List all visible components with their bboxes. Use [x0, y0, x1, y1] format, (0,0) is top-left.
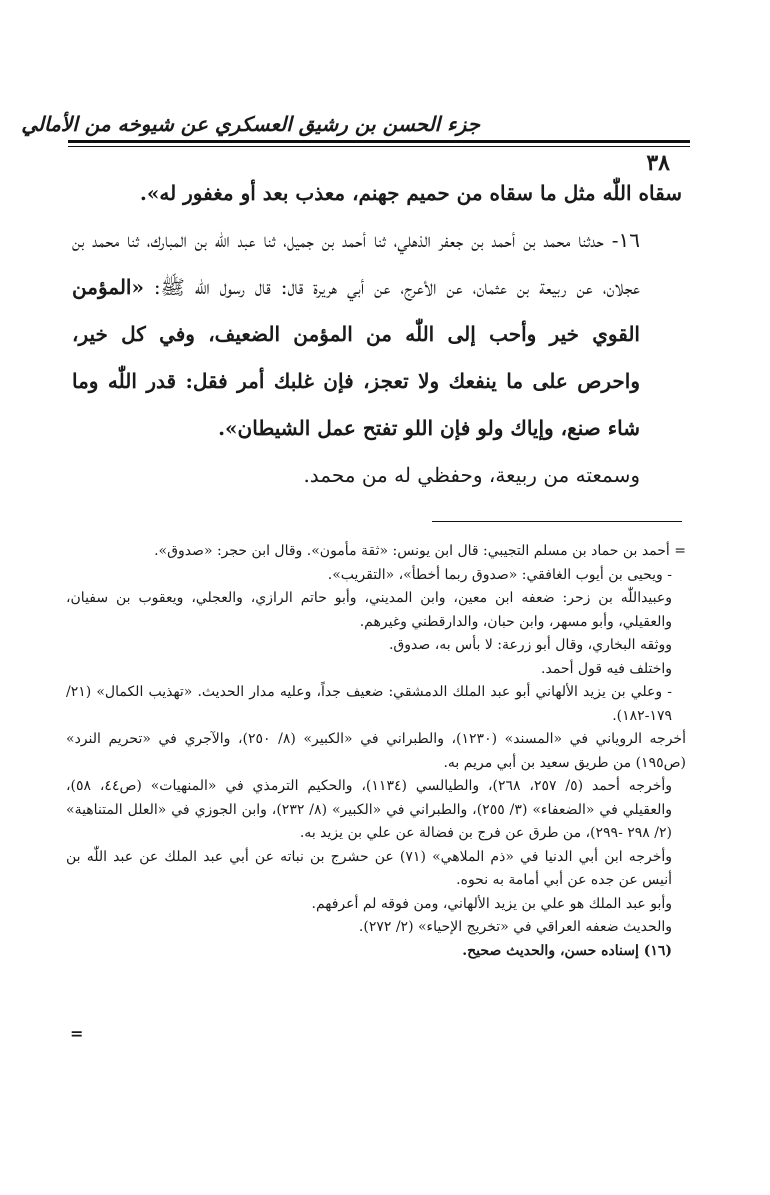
page-number: ٣٨: [646, 150, 670, 176]
footnote-line: - وعلي بن يزيد الألهاني أبو عبد الملك الدمشقي: ضعيف جداً، وعليه مدار الحديث. «تهذيب الكمال» (٢١/ ١٧٩-١٨٢).: [66, 684, 672, 724]
footnote-line: = أحمد بن حماد بن مسلم التجيبي: قال ابن يونس: «ثقة مأمون». وقال ابن حجر: «صدوق».: [154, 543, 686, 559]
footnote-line: واختلف فيه قول أحمد.: [541, 660, 672, 677]
footnote-line: وأبو عبد الملك هو علي بن يزيد الألهاني، ومن فوقه لم أعرفهم.: [311, 895, 672, 912]
footnote-line: وأخرجه ابن أبي الدنيا في «ذم الملاهي» (٧١) عن حشرج بن نباته عن أبي عبد الملك عن عبد اللّٰه بن أنيس عن جده عن أبي أمامة به نحوه.: [66, 848, 672, 888]
closing-line: وسمعته من ربيعة، وحفظي له من محمد.: [303, 463, 640, 487]
footnote-line: والحديث ضعفه العراقي في «تخريج الإحياء» (٢/ ٢٧٢).: [358, 919, 672, 935]
hadith-matn: «المؤمن القوي خير وأحب إلى اللّٰه من المؤمن الضعيف، وفي كل خير، واحرص على ما ينفعك ولا تعجز، فإن غلبك أمر فقل: قدر اللّٰه وما شاء صنع، وإياك ولو فإن اللو تفتح عمل الشيطان».: [72, 275, 640, 440]
footnote-grading: (١٦) إسناده حسن، والحديث صحيح.: [462, 942, 672, 959]
continuation-mark: =: [70, 1024, 84, 1043]
running-title: جزء الحسن بن رشيق العسكري عن شيوخه من الأمالي: [21, 112, 480, 136]
footnote-line: - ويحيى بن أيوب الغافقي: «صدوق ربما أخطأ»، «التقريب».: [327, 566, 672, 583]
header-rule-thick: [68, 140, 690, 143]
footnote-line: وأخرجه أحمد (٥/ ٢٥٧، ٢٦٨)، والطيالسي (١١٣٤)، والحكيم الترمذي في «المنهيات» (ص٤٤، ٥٨)، والعقيلي في «الضعفاء» (٣/ ٢٥٥)، والطبراني في «الكبير» (٨/ ٢٣٢)، وابن الجوزي في «العلل المتناهية» (٢/ ٢٩٨ -٢٩٩)، من طرق عن فرج بن فضالة عن علي بن يزيد به.: [66, 778, 672, 841]
main-text: [72, 170, 682, 499]
main-line-1: سقاه اللّٰه مثل ما سقاه من حميم جهنم، معذب بعد أو مغفور له».: [139, 181, 682, 205]
footnote-line: أخرجه الروياني في «المسند» (١٢٣٠)، والطبراني في «الكبير» (٨/ ٢٥٠)، والآجري في «تحريم النرد» (ص١٩٥) من طريق سعيد بن أبي مريم به.: [66, 731, 686, 771]
hadith-paragraph: [72, 217, 682, 452]
footnotes: [66, 540, 686, 963]
footnote-separator: [432, 521, 682, 522]
hadith-isnad: ١٦- حدثنا محمد بن أحمد بن جعفر الذهلي، ثنا أحمد بن جميل، ثنا عبد اللّٰه بن المبارك، ثنا محمد بن عجلان، عن ربيعة بن عثمان، عن الأعرج، عن أبي هريرة قال: قال رسول اللّٰه ﷺ:: [72, 228, 640, 299]
footnote-line: وعبيداللّٰه بن زحر: ضعفه ابن معين، وابن المديني، وأبو حاتم الرازي، والعجلي، ويعقوب بن سفيان، والعقيلي، وأبو مسهر، وابن حبان، والدارقطني وغيرهم.: [66, 590, 672, 630]
footnote-line: ووثقه البخاري، وقال أبو زرعة: لا بأس به، صدوق.: [388, 637, 672, 653]
header-rule-thin: [68, 146, 690, 147]
